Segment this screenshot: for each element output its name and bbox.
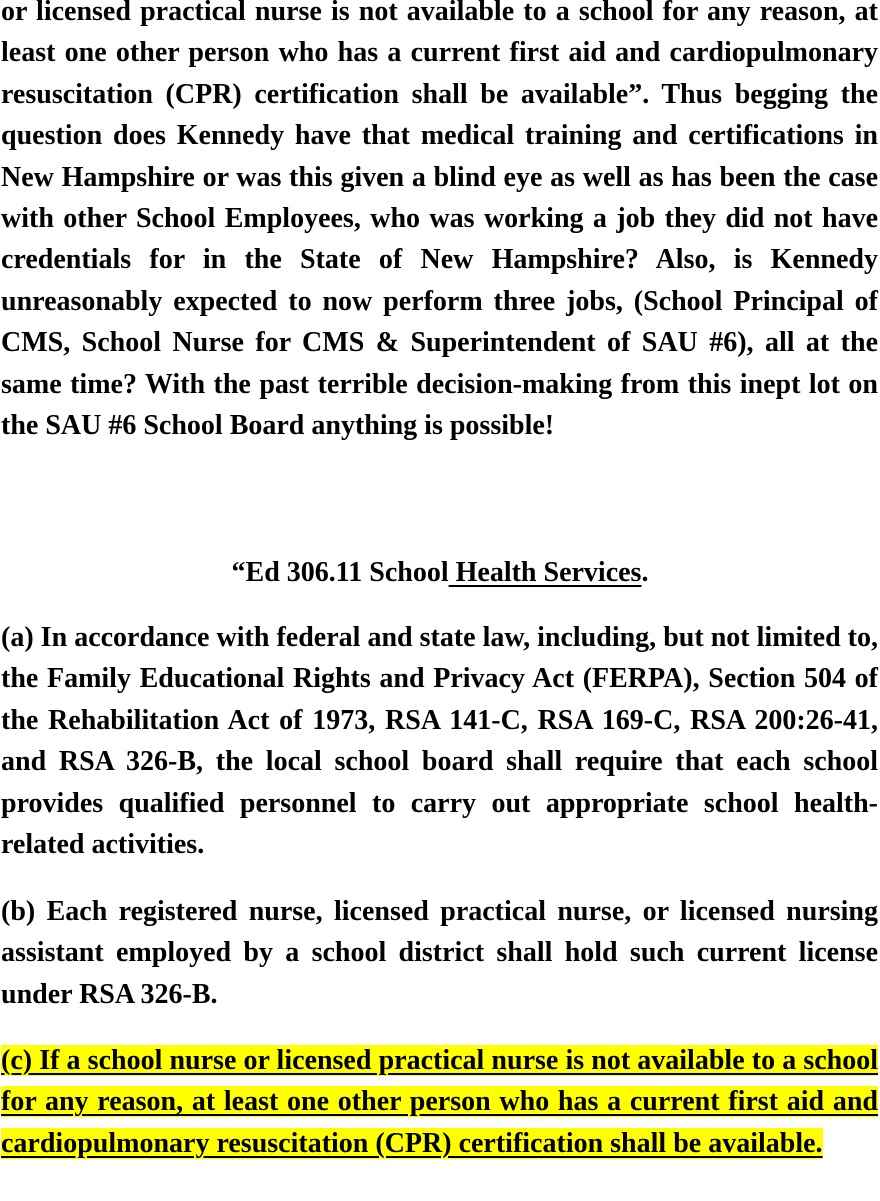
heading-prefix: “Ed 306.11 School bbox=[231, 557, 449, 588]
paragraph-a: (a) In accordance with federal and state law, including, but not limited to, the Family Educational Rights and Privacy Act (FERPA), Section 504 of the Rehabilitation Act of 1973, RSA 141-C, RSA 169-C, RSA 200:26-41, and RSA 326-B, the local school board shall require that each school provides qualified personnel to carry out appropriate school health-related activities. bbox=[1, 622, 878, 861]
highlighted-text: (c) If a school nurse or licensed practical nurse is not available to a school for any reason, at least one other person who has a current first aid and cardiopulmonary resuscitation (CPR) certification shall be available. bbox=[1, 1045, 878, 1159]
heading-suffix: . bbox=[641, 557, 649, 588]
intro-paragraph: or licensed practical nurse is not available to a school for any reason, at least one other person who has a current first aid and cardiopulmonary resuscitation (CPR) certification shall be available”. Thus begging the question does Kennedy have that medical training and certifications in New Hampshire or was this given a blind eye as well as has been the case with other School Employees, who was working a job they did not have credentials for in the State of New Hampshire? Also, is Kennedy unreasonably expected to now perform three jobs, (School Principal of CMS, School Nurse for CMS & Superintendent of SAU #6), all at the same time? With the past terrible decision-making from this inept lot on the SAU #6 School Board anything is possible! bbox=[1, 0, 878, 442]
paragraph-b: (b) Each registered nurse, licensed practical nurse, or licensed nursing assistant employed by a school district shall hold such current license under RSA 326-B. bbox=[1, 896, 878, 1010]
paragraph-c bbox=[1, 1040, 878, 1164]
section-heading bbox=[0, 552, 880, 593]
heading-underlined-text: Health Services bbox=[448, 557, 642, 588]
